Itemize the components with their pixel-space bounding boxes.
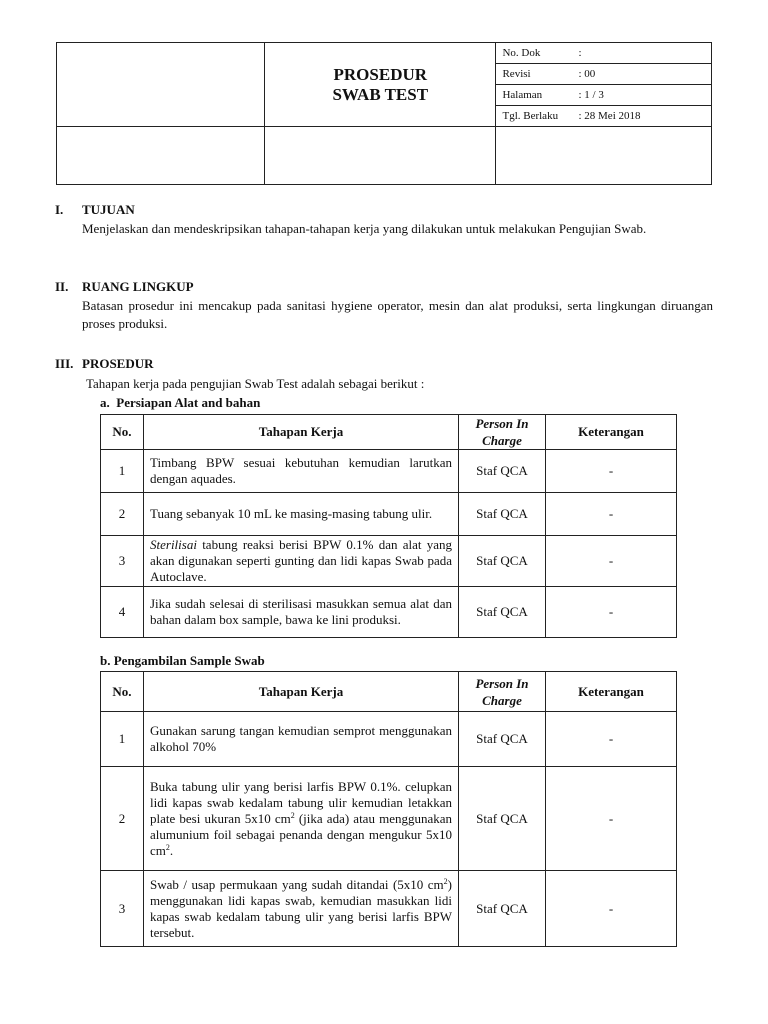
- doc-meta: [496, 43, 712, 127]
- title-line2: SWAB TEST: [332, 85, 429, 104]
- header-blank-cell: [57, 127, 265, 185]
- table-pengambilan: [100, 671, 677, 947]
- table-row: 3 Swab / usap permukaan yang sudah ditandai (5x10 $cm^2$) menggunakan lidi kapas swab, kemudian masukkan lidi kapas swab kedalam tabung ulir yang berisi larfis BPW tersebut. Staf QCA -: [101, 871, 677, 947]
- header-blank-cell: [496, 127, 712, 185]
- document-header: [56, 42, 712, 185]
- table-b-title: b. Pengambilan Sample Swab: [100, 653, 265, 668]
- logo-area: [57, 43, 265, 127]
- table-row: 2 Buka tabung ulir yang berisi larfis BPW 0.1%. celupkan lidi kapas swab kedalam tabung ulir kemudian letakkan plate besi ukuran 5x10 $cm^2$ (jika ada) atau menggunakan alumunium foil sebagai penanda dengan mengukur 5x10 $cm^2$. Staf QCA -: [101, 767, 677, 871]
- meta-row: Tgl. Berlaku : 28 Mei 2018: [502, 110, 641, 122]
- col-no: No.: [101, 672, 144, 712]
- col-ket: Keterangan: [546, 415, 677, 450]
- title-line1: PROSEDUR: [333, 65, 428, 84]
- table-row: 4 Jika sudah selesai di sterilisasi masukkan semua alat dan bahan dalam box sample, bawa ke lini produksi. Staf QCA -: [101, 587, 677, 638]
- meta-row: Halaman : 1 / 3: [496, 85, 711, 106]
- table-row: 1 Gunakan sarung tangan kemudian semprot menggunakan alkohol 70% Staf QCA -: [101, 712, 677, 767]
- table-header-row: [101, 415, 677, 450]
- table-persiapan: [100, 414, 677, 638]
- table-row: 2 Tuang sebanyak 10 mL ke masing-masing tabung ulir. Staf QCA -: [101, 493, 677, 536]
- col-no: No.: [101, 415, 144, 450]
- meta-row: Revisi : 00: [496, 64, 711, 85]
- table-header-row: [101, 672, 677, 712]
- table-a-title: a. Persiapan Alat and bahan: [100, 395, 261, 410]
- col-tahapan: Tahapan Kerja: [144, 415, 459, 450]
- col-tahapan: Tahapan Kerja: [144, 672, 459, 712]
- col-pic: Person In Charge: [459, 672, 546, 712]
- section-text-ruang-lingkup: Batasan prosedur ini mencakup pada sanitasi hygiene operator, mesin dan alat produksi, serta lingkungan diruangan proses produksi.: [82, 298, 713, 331]
- header-blank-cell: [265, 127, 496, 185]
- col-pic: Person In Charge: [459, 415, 546, 450]
- table-row: 1 Timbang BPW sesuai kebutuhan kemudian larutkan dengan aquades. Staf QCA -: [101, 450, 677, 493]
- doc-title: [265, 43, 496, 127]
- prosedur-intro: Tahapan kerja pada pengujian Swab Test adalah sebagai berikut :: [86, 376, 425, 391]
- meta-row: No. Dok :: [496, 43, 711, 64]
- section-text-tujuan: Menjelaskan dan mendeskripsikan tahapan-tahapan kerja yang dilakukan untuk melakukan Pengujian Swab.: [82, 221, 647, 236]
- col-ket: Keterangan: [546, 672, 677, 712]
- table-row: 3 Sterilisai tabung reaksi berisi BPW 0.1% dan alat yang akan digunakan seperti gunting dan lidi kapas Swab pada Autoclave. Staf QCA -: [101, 536, 677, 587]
